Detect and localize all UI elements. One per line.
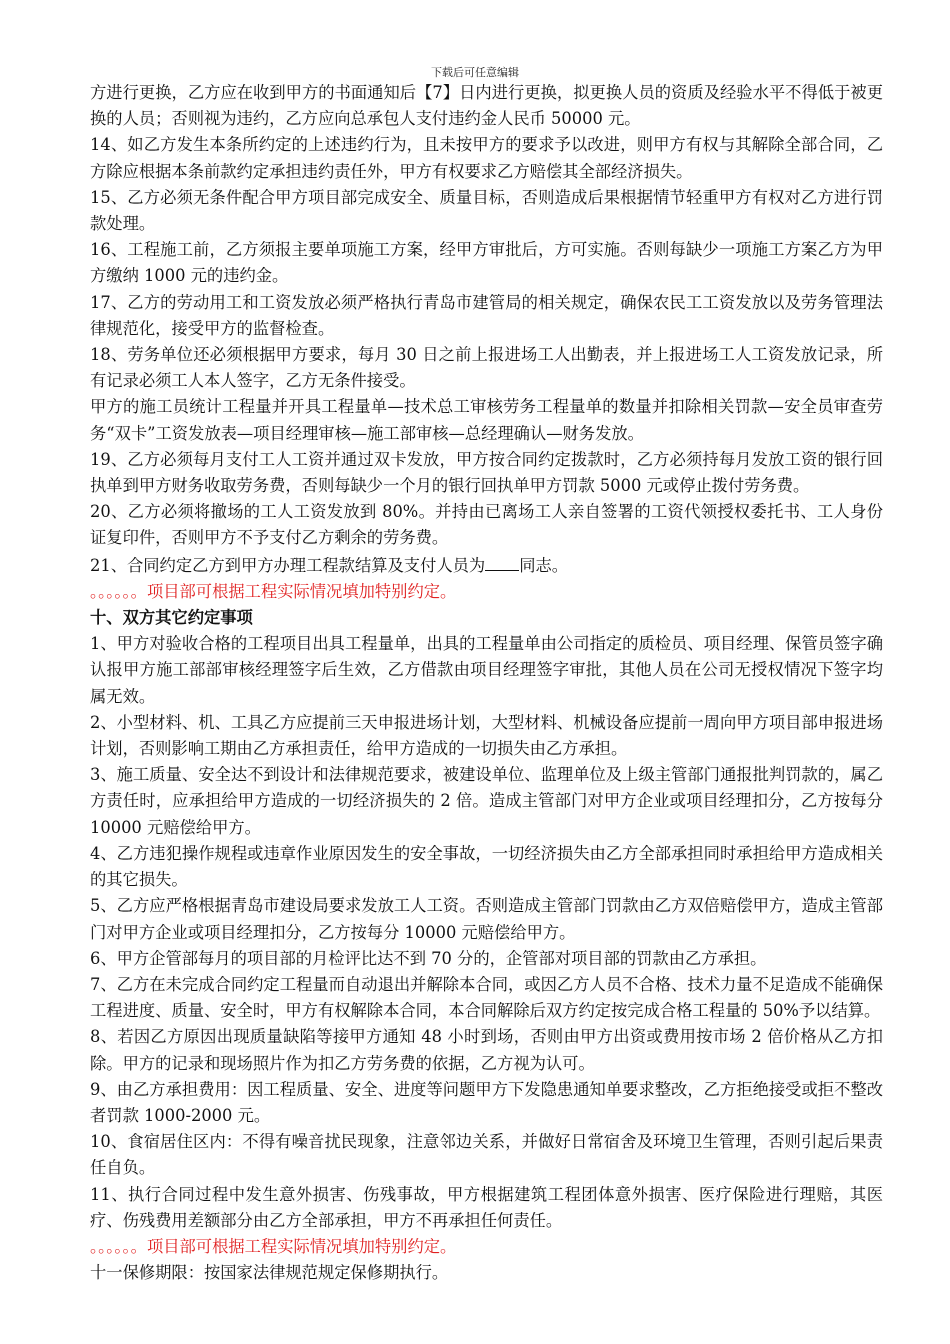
section-ten-item-1: 1、甲方对验收合格的工程项目出具工程量单，出具的工程量单由公司指定的质检员、项目经理、保管员签字确认报甲方施工部部审核经理签字后生效，乙方借款由项目经理签字审批，其他人员在公司无授权情况下签字均属无效。 [90,634,883,706]
paragraph-14: 14、如乙方发生本条所约定的上述违约行为，且未按甲方的要求予以改进，则甲方有权与其解除全部合同，乙方除应根据本条前款约定承担违约责任外，甲方有权要求乙方赔偿其全部经济损失。 [90,135,883,181]
paragraph-workflow: 甲方的施工员统计工程量并开具工程量单—技术总工审核劳务工程量单的数量并扣除相关罚款—安全员审查劳务“双卡”工资发放表—项目经理审核—施工部审核—总经理确认—财务发放。 [90,397,883,443]
paragraph-21-suffix: 同志。 [519,555,569,575]
paragraph-13-continued: 方进行更换，乙方应在收到甲方的书面通知后【7】日内进行更换，拟更换人员的资质及经验水平不得低于被更换的人员；否则视为违约，乙方应向总承包人支付违约金人民币 50000 元。 [90,83,883,129]
section-ten-item-2: 2、小型材料、机、工具乙方应提前三天申报进场计划，大型材料、机械设备应提前一周向甲方项目部申报进场计划，否则影响工期由乙方承担责任，给甲方造成的一切损失由乙方承担。 [90,712,883,759]
section-ten-item-11: 11、执行合同过程中发生意外损害、伤残事故，甲方根据建筑工程团体意外损害、医疗保险进行理赔，其医疗、伤残费用差额部分由乙方全部承担，甲方不再承担任何责任。 [90,1184,883,1230]
special-note-1: 。。。。。。项目部可根据工程实际情况填加特别约定。 [90,581,457,601]
section-ten-item-4: 4、乙方违犯操作规程或违章作业原因发生的安全事故，一切经济损失由乙方全部承担同时承担给甲方造成相关的其它损失。 [90,843,883,890]
paragraph-18: 18、劳务单位还必须根据甲方要求，每月 30 日之前上报进场工人出勤表，并上报进场工人工资发放记录，所有记录必须工人本人签字，乙方无条件接受。 [90,345,883,391]
section-ten-item-6: 6、甲方企管部每月的项目部的月检评比达不到 70 分的，企管部对项目部的罚款由乙方承担。 [90,948,767,968]
section-ten-title: 十、双方其它约定事项 [90,608,253,628]
fill-in-blank [485,552,519,571]
section-ten-item-10: 10、食宿居住区内：不得有噪音扰民现象，注意邻边关系，并做好日常宿舍及环境卫生管理，否则引起后果责任自负。 [90,1132,883,1178]
section-eleven: 十一保修期限：按国家法律规范规定保修期执行。 [90,1263,449,1283]
section-ten-item-8: 8、若因乙方原因出现质量缺陷等接甲方通知 48 小时到场，否则由甲方出资或费用按市场 2 倍价格从乙方扣除。甲方的记录和现场照片作为扣乙方劳务费的依据，乙方视为认可。 [90,1027,883,1073]
special-note-2: 。。。。。。项目部可根据工程实际情况填加特别约定。 [90,1236,457,1256]
header-note: 下载后可任意编辑 [431,66,519,79]
paragraph-15: 15、乙方必须无条件配合甲方项目部完成安全、质量目标，否则造成后果根据情节轻重甲方有权对乙方进行罚款处理。 [90,187,883,234]
paragraph-21 [90,552,883,579]
section-ten-item-7: 7、乙方在未完成合同约定工程量而自动退出并解除本合同，或因乙方人员不合格、技术力量不足造成不能确保工程进度、质量、安全时，甲方有权解除本合同，本合同解除后双方约定按完成合格工程量的 50%予以结算。 [90,974,883,1021]
paragraph-17: 17、乙方的劳动用工和工资发放必须严格执行青岛市建管局的相关规定，确保农民工工资发放以及劳务管理法律规范化，接受甲方的监督检查。 [90,292,883,338]
document-body [90,80,883,1286]
paragraph-20: 20、乙方必须将撤场的工人工资发放到 80%。并持由已离场工人亲自签署的工资代领授权委托书、工人身份证复印件，否则甲方不予支付乙方剩余的劳务费。 [90,502,883,548]
section-ten-item-5: 5、乙方应严格根据青岛市建设局要求发放工人工资。否则造成主管部门罚款由乙方双倍赔偿甲方，造成主管部门对甲方企业或项目经理扣分，乙方按每分 10000 元赔偿给甲方。 [90,896,883,942]
section-ten-item-3: 3、施工质量、安全达不到设计和法律规范要求，被建设单位、监理单位及上级主管部门通报批判罚款的，属乙方责任时，应承担给甲方造成的一切经济损失的 2 倍。造成主管部门对甲方企业或项目经理扣分，乙方按每分 10000 元赔偿给甲方。 [90,765,883,837]
paragraph-21-text: 21、合同约定乙方到甲方办理工程款结算及支付人员为 [90,555,486,575]
paragraph-16: 16、工程施工前，乙方须报主要单项施工方案，经甲方审批后，方可实施。否则每缺少一项施工方案乙方为甲方缴纳 1000 元的违约金。 [90,240,883,286]
paragraph-19: 19、乙方必须每月支付工人工资并通过双卡发放，甲方按合同约定拨款时，乙方必须持每月发放工资的银行回执单到甲方财务收取劳务费，否则每缺少一个月的银行回执单甲方罚款 5000 元或停止拨付劳务费。 [90,449,883,496]
section-ten-item-9: 9、由乙方承担费用：因工程质量、安全、进度等问题甲方下发隐患通知单要求整改，乙方拒绝接受或拒不整改者罚款 1000-2000 元。 [90,1079,883,1125]
